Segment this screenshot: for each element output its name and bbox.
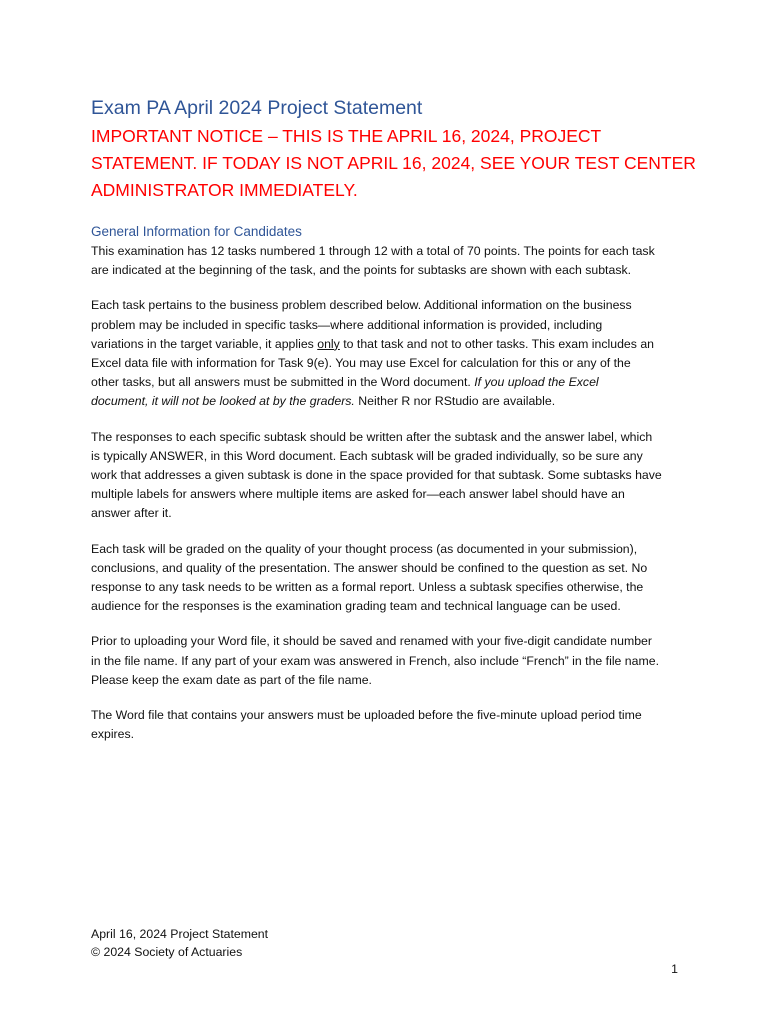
notice-line: STATEMENT. IF TODAY IS NOT APRIL 16, 2024, SEE YOUR TEST CENTER [91,153,696,173]
document-body [91,95,696,744]
text-line: answer after it. [91,506,172,521]
footer-copyright: © 2024 Society of Actuaries [91,945,243,959]
text-line: work that addresses a given subtask is done in the space provided for that subtask. Some subtasks have [91,468,662,483]
text-line: multiple labels for answers where multiple items are asked for—each answer label should have an [91,487,625,502]
text-line: are indicated at the beginning of the task, and the points for subtasks are shown with each subtask. [91,263,632,278]
page-footer [91,925,268,961]
text-line: audience for the responses is the examination grading team and technical language can be used. [91,599,621,614]
notice-line: ADMINISTRATOR IMMEDIATELY. [91,180,358,200]
text-line: Prior to uploading your Word file, it should be saved and renamed with your five-digit candidate number [91,634,652,649]
text-line: Please keep the exam date as part of the file name. [91,672,372,687]
text-line: problem may be included in specific tasks—where additional information is provided, including [91,317,603,332]
text-line [91,335,683,354]
paragraph-grading [91,540,683,617]
section-heading: General Information for Candidates [91,224,302,239]
paragraph-file-naming [91,632,683,690]
text-line: is typically ANSWER, in this Word document. Each subtask will be graded individually, so be sure any [91,448,643,463]
document-title: Exam PA April 2024 Project Statement [91,97,423,119]
text-run: variations in the target variable, it applies [91,336,318,351]
paragraph-responses [91,428,683,524]
underlined-text: only [317,336,340,351]
text-line: This examination has 12 tasks numbered 1 through 12 with a total of 70 points. The points for each task [91,244,655,258]
italic-text: If you upload the Excel [474,375,599,390]
text-run: Neither R nor RStudio are available. [354,394,556,409]
italic-text: document, it will not be looked at by the graders. [91,394,355,409]
paragraph-business-problem [91,296,683,411]
text-line: in the file name. If any part of your exam was answered in French, also include “French” in the file name. [91,653,659,668]
paragraph-tasks-overview [91,242,683,280]
text-line: The responses to each specific subtask should be written after the subtask and the answer label, which [91,429,653,444]
text-line: response to any task needs to be written as a formal report. Unless a subtask specifies otherwise, the [91,580,644,595]
notice-line: IMPORTANT NOTICE – THIS IS THE APRIL 16, 2024, PROJECT [91,126,602,146]
text-run: to that task and not to other tasks. This exam includes an [339,336,655,351]
text-line: The Word file that contains your answers must be uploaded before the five-minute upload period time [91,708,642,723]
text-line: expires. [91,727,135,742]
text-line: Each task pertains to the business problem described below. Additional information on the business [91,298,632,313]
footer-line: April 16, 2024 Project Statement [91,927,269,941]
text-line: Each task will be graded on the quality of your thought process (as documented in your submission), [91,541,638,556]
text-line: conclusions, and quality of the presentation. The answer should be confined to the question as set. No [91,560,648,575]
text-line [91,392,683,411]
text-line: Excel data file with information for Task 9(e). You may use Excel for calculation for this or any of the [91,356,631,371]
text-line [91,373,683,392]
page-number: 1 [671,962,678,976]
paragraph-upload [91,706,683,744]
important-notice [91,123,696,204]
text-run: other tasks, but all answers must be submitted in the Word document. [91,375,475,390]
